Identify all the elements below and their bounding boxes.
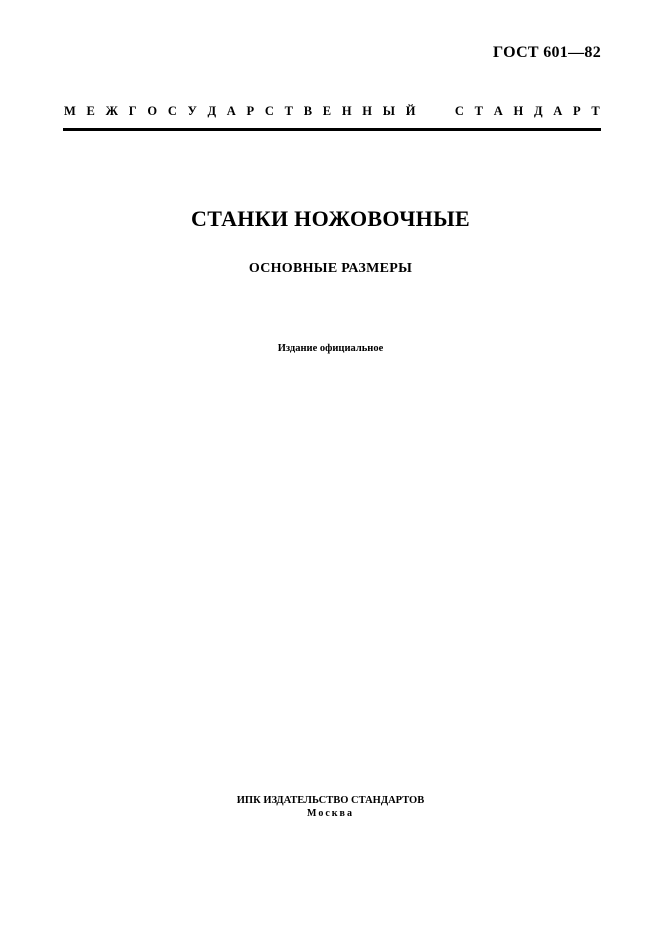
word-gap: [426, 102, 444, 120]
standard-type-letter: Г: [128, 104, 137, 118]
document-title: СТАНКИ НОЖОВОЧНЫЕ: [191, 206, 470, 231]
standard-type-letter: О: [147, 104, 158, 118]
standard-type-letter: Т: [474, 104, 484, 118]
standard-type-letter: А: [493, 104, 503, 118]
standard-type-letter: Ы: [382, 104, 396, 118]
standard-type-letter: Н: [341, 104, 352, 118]
document-code: ГОСТ 601—82: [493, 44, 601, 61]
publisher-city: Москва: [307, 808, 354, 819]
standard-type-letter: Д: [533, 104, 543, 118]
standard-type-letter: С: [264, 104, 274, 118]
standard-type-letter: С: [454, 104, 464, 118]
header-rule: [63, 128, 601, 131]
standard-type-letter: Т: [591, 104, 600, 118]
standard-type-letter: В: [303, 104, 313, 118]
standard-type-letter: Р: [573, 104, 581, 118]
standard-type-letter: Ж: [105, 104, 118, 118]
standard-type-letter: А: [553, 104, 563, 118]
standard-type-letter: У: [187, 104, 197, 118]
standard-type-letter: Н: [513, 104, 524, 118]
standard-type-letter: Р: [246, 104, 255, 118]
standard-type-letter: Й: [405, 104, 416, 118]
standard-type-letter: Т: [284, 104, 293, 118]
document-subtitle: ОСНОВНЫЕ РАЗМЕРЫ: [248, 261, 413, 276]
publisher-name: ИПК ИЗДАТЕЛЬСТВО СТАНДАРТОВ: [236, 795, 425, 806]
standard-type-heading: [64, 102, 600, 120]
standard-type-letter: М: [64, 104, 76, 118]
edition-note: Издание официальное: [277, 343, 384, 354]
standard-type-letter: Е: [322, 104, 332, 118]
standard-type-letter: Д: [207, 104, 217, 118]
standard-type-letter: Н: [362, 104, 373, 118]
standard-type-letter: Е: [86, 104, 95, 118]
standard-type-letter: А: [226, 104, 236, 118]
standard-type-letter: С: [167, 104, 177, 118]
